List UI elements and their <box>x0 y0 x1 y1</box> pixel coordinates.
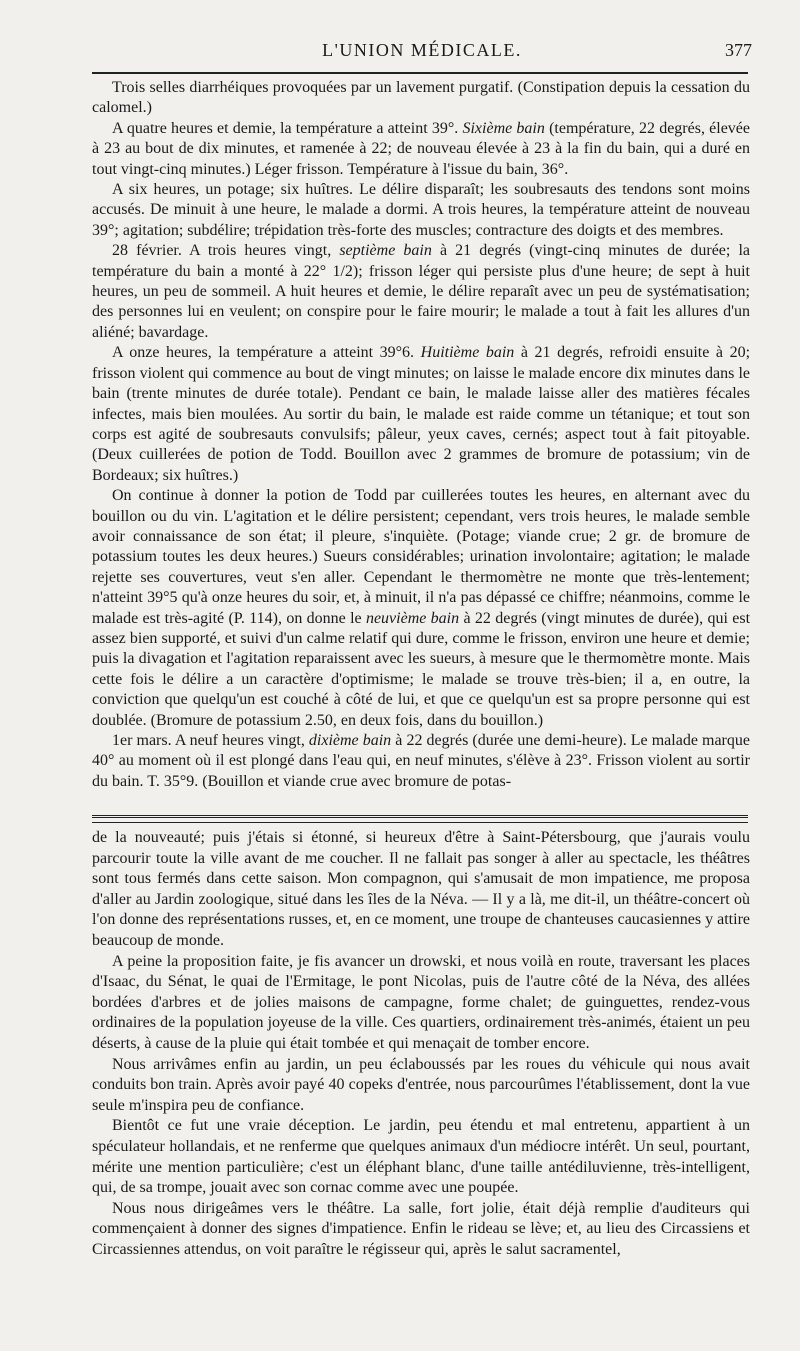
paragraph: de la nouveauté; puis j'étais si étonné, si heureux d'être à Saint-Pétersbourg, que j'aurais voulu parcourir toute la ville avant de me coucher. Il ne fallait pas songer à aller au spectacle, les théâtres sont tous fermés dans cette saison. Mon compagnon, qui s'amusait de mon impatience, me proposa d'aller au Jardin zoologique, situé dans les îles de la Néva. — Il y a là, me dit-il, un théâtre-concert où l'on donne des représentations russes, et, en ce moment, une troupe de chanteuses caucasiennes y attire beaucoup de monde. <box>92 829 750 949</box>
header-rule <box>92 72 748 74</box>
paragraph: A peine la proposition faite, je fis avancer un drowski, et nous voilà en route, traversant les places d'Isaac, du Sénat, le quai de l'Ermitage, le pont Nicolas, puis de l'autre côté de la Néva, des allées bordées d'arbres et de jolies maisons de campagne, forme chalet; de guinguettes, rendez-vous ordinaires de la population joyeuse de la ville. Ces quartiers, ordinairement très-animés, étaient un peu déserts, à cause de la pluie qui était tombée et qui menaçait de tomber encore. <box>92 952 750 1052</box>
feuilleton-text <box>92 828 750 1260</box>
paragraph: Nous arrivâmes enfin au jardin, un peu éclaboussés par les roues du véhicule qui nous avait conduits bon train. Après avoir payé 40 copeks d'entrée, nous parcourûmes l'établissement, dont la vue seule m'inspira peu de confiance. <box>92 1055 750 1114</box>
clinical-observation-text <box>92 78 750 792</box>
paragraph: 1er mars. A neuf heures vingt, dixième bain à 22 degrés (durée une demi-heure). Le malade marque 40° au moment où il est plongé dans l'eau qui, en neuf minutes, s'élève à 23°. Frisson violent au sortir du bain. T. 35°9. (Bouillon et viande crue avec bromure de potas- <box>92 732 750 790</box>
paragraph: Nous nous dirigeâmes vers le théâtre. La salle, fort jolie, était déjà remplie d'auditeurs qui commençaient à donner des signes d'impatience. Enfin le rideau se lève; et, au lieu des Circassiens et Circassiennes attendus, on voit paraître le régisseur qui, après le salut sacramentel, <box>92 1199 750 1258</box>
paragraph: Trois selles diarrhéiques provoquées par un lavement purgatif. (Constipation depuis la cessation du calomel.) <box>92 79 750 117</box>
running-head <box>92 36 752 68</box>
paragraph: A onze heures, la température a atteint 39°6. Huitième bain à 21 degrés, refroidi ensuite à 20; frisson violent qui commence au bout de vingt minutes; on laisse le malade encore dix minutes dans le bain (trente minutes de durée totale). Pendant ce bain, le malade laisse aller des matières fécales infectes, mais bien moulées. Au sortir du bain, le malade est raide comme un tétanique; et tout son corps est agité de soubresauts convulsifs; pâleur, yeux caves, cernés; aspect tout à fait pitoyable. (Deux cuillerées de potion de Todd. Bouillon avec 2 grammes de bromure de potassium; vin de Bordeaux; six huîtres.) <box>92 344 751 484</box>
feuilleton-divider <box>92 815 748 822</box>
paragraph: A six heures, un potage; six huîtres. Le délire disparaît; les soubresauts des tendons sont moins accusés. De minuit à une heure, le malade a dormi. A trois heures, la température atteint de nouveau 39°; agitation; subdélire; trépidation très-forte des muscles; contracture des doigts et des membres. <box>92 181 750 239</box>
page-number: 377 <box>725 40 752 60</box>
journal-title: L'UNION MÉDICALE. <box>322 40 522 60</box>
paragraph: A quatre heures et demie, la température a atteint 39°. Sixième bain (température, 22 degrés, élevée à 23 au bout de dix minutes, et ramenée à 22; de nouveau élevée à 23 à la fin du bain, qui a duré en tout vingt-cinq minutes.) Léger frisson. Température à l'issue du bain, 36°. <box>92 119 751 178</box>
paragraph: Bientôt ce fut une vraie déception. Le jardin, peu étendu et mal entretenu, appartient à un spéculateur hollandais, et ne renferme que quelques animaux d'un médiocre intérêt. Un seul, pourtant, mérite une mention particulière; c'est un éléphant blanc, d'une taille antédiluvienne, très-intelligent, qui, de sa trompe, jouait avec son cornac comme avec une poupée. <box>92 1117 750 1197</box>
paragraph: On continue à donner la potion de Todd par cuillerées toutes les heures, en alternant avec du bouillon ou du vin. L'agitation et le délire persistent; cependant, vers trois heures, le malade semble avoir connaissance de son état; il pleure, s'inquiète. (Potage; viande crue; 2 gr. de bromure de potassium toutes les deux heures.) Sueurs considérables; urination involontaire; agitation; le malade rejette ses couvertures, veut s'en aller. Cependant le thermomètre ne monte que très-lentement; n'atteint 39°5 qu'à onze heures du soir, et, à minuit, il n'a pas dépassé ce chiffre; néanmoins, comme le malade est très-agité (P. 114), on donne le neuvième bain à 22 degrés (vingt minutes de durée), qui est assez bien supporté, et suivi d'un calme relatif qui dure, comme le frisson, environ une heure et demie; puis la divagation et l'agitation reparaissent avec les sueurs, à mesure que le thermomètre monte. Mais cette fois le délire a un caractère d'optimisme; le malade se trouve très-bien; il a, en outre, la conviction que quelqu'un est couché à côté de lui, et que ce quelqu'un est sa propre personne qui est doublée. (Bromure de potassium 2.50, en deux fois, dans du bouillon.) <box>92 487 751 729</box>
paragraph: 28 février. A trois heures vingt, septième bain à 21 degrés (vingt-cinq minutes de durée; la température du bain a monté à 22° 1/2); frisson léger qui persiste plus d'une heure; de sept à huit heures, un peu de sommeil. A huit heures et demie, le délire reparaît avec un peu de systématisation; des personnes lui en veulent; on conspire pour le faire mourir; le malade a tout à fait les allures d'un aliéné; bavardage. <box>92 242 751 341</box>
